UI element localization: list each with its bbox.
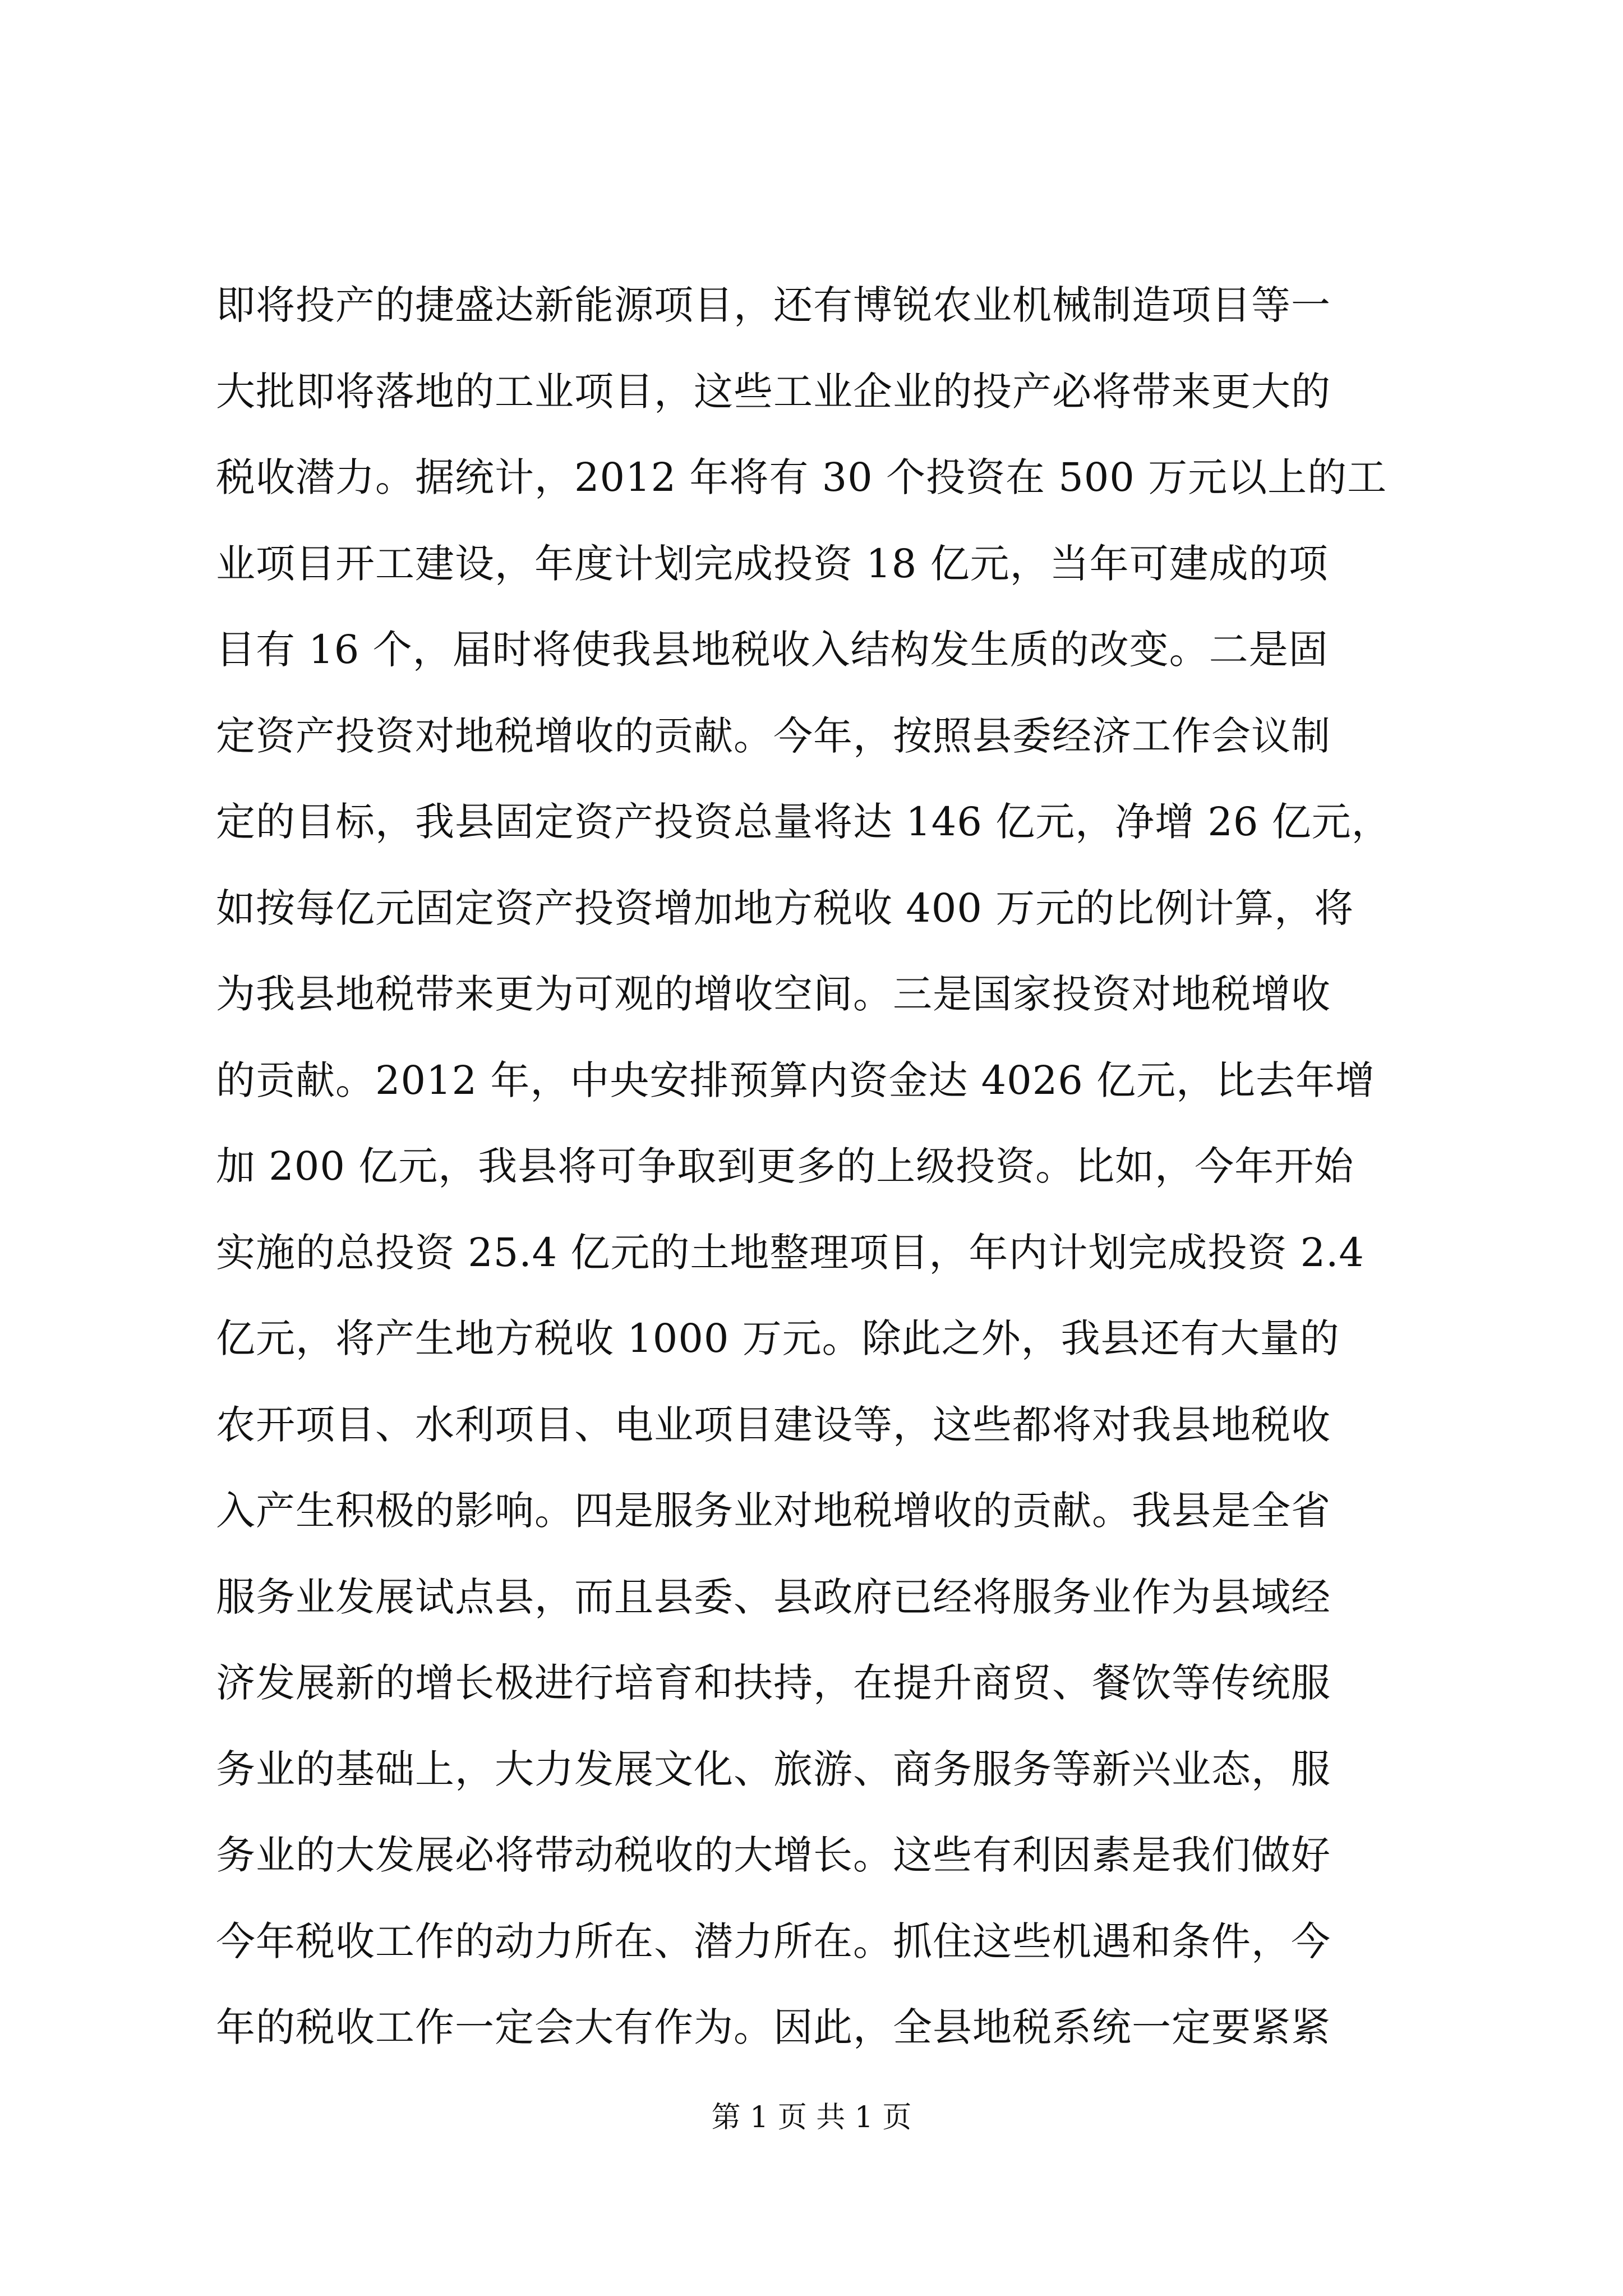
text-line: 的贡献。2012 年，中央安排预算内资金达 4026 亿元，比去年增 <box>216 1057 1376 1103</box>
text-line: 农开项目、水利项目、电业项目建设等，这些都将对我县地税收 <box>216 1401 1331 1448</box>
text-line: 入产生积极的影响。四是服务业对地税增收的贡献。我县是全省 <box>216 1488 1331 1534</box>
text-line: 即将投产的捷盛达新能源项目，还有博锐农业机械制造项目等一 <box>216 282 1331 328</box>
text-line: 务业的基础上，大力发展文化、旅游、商务服务等新兴业态，服 <box>216 1746 1331 1792</box>
text-line: 服务业发展试点县，而且县委、县政府已经将服务业作为县域经 <box>216 1573 1331 1620</box>
text-line: 济发展新的增长极进行培育和扶持，在提升商贸、餐饮等传统服 <box>216 1660 1331 1706</box>
text-line: 目有 16 个，届时将使我县地税收入结构发生质的改变。二是固 <box>216 627 1329 673</box>
text-line: 为我县地税带来更为可观的增收空间。三是国家投资对地税增收 <box>216 971 1331 1017</box>
body-text <box>216 263 1438 2071</box>
text-line: 定的目标，我县固定资产投资总量将达 146 亿元，净增 26 亿元， <box>216 799 1391 845</box>
text-line: 大批即将落地的工业项目，这些工业企业的投产必将带来更大的 <box>216 368 1331 415</box>
text-line: 如按每亿元固定资产投资增加地方税收 400 万元的比例计算，将 <box>216 885 1354 931</box>
text-line: 定资产投资对地税增收的贡献。今年，按照县委经济工作会议制 <box>216 712 1331 759</box>
text-line: 业项目开工建设，年度计划完成投资 18 亿元，当年可建成的项 <box>216 540 1329 587</box>
text-line: 加 200 亿元，我县将可争取到更多的上级投资。比如，今年开始 <box>216 1143 1354 1189</box>
text-line: 今年税收工作的动力所在、潜力所在。抓住这些机遇和条件，今 <box>216 1918 1331 1964</box>
page-footer: 第 1 页 共 1 页 <box>711 2101 912 2134</box>
text-line: 实施的总投资 25.4 亿元的土地整理项目，年内计划完成投资 2.4 <box>216 1229 1364 1276</box>
text-line: 务业的大发展必将带动税收的大增长。这些有利因素是我们做好 <box>216 1832 1331 1878</box>
text-line: 亿元，将产生地方税收 1000 万元。除此之外，我县还有大量的 <box>216 1315 1340 1361</box>
text-line: 税收潜力。据统计，2012 年将有 30 个投资在 500 万元以上的工 <box>216 454 1387 500</box>
text-line: 年的税收工作一定会大有作为。因此，全县地税系统一定要紧紧 <box>216 2004 1331 2050</box>
